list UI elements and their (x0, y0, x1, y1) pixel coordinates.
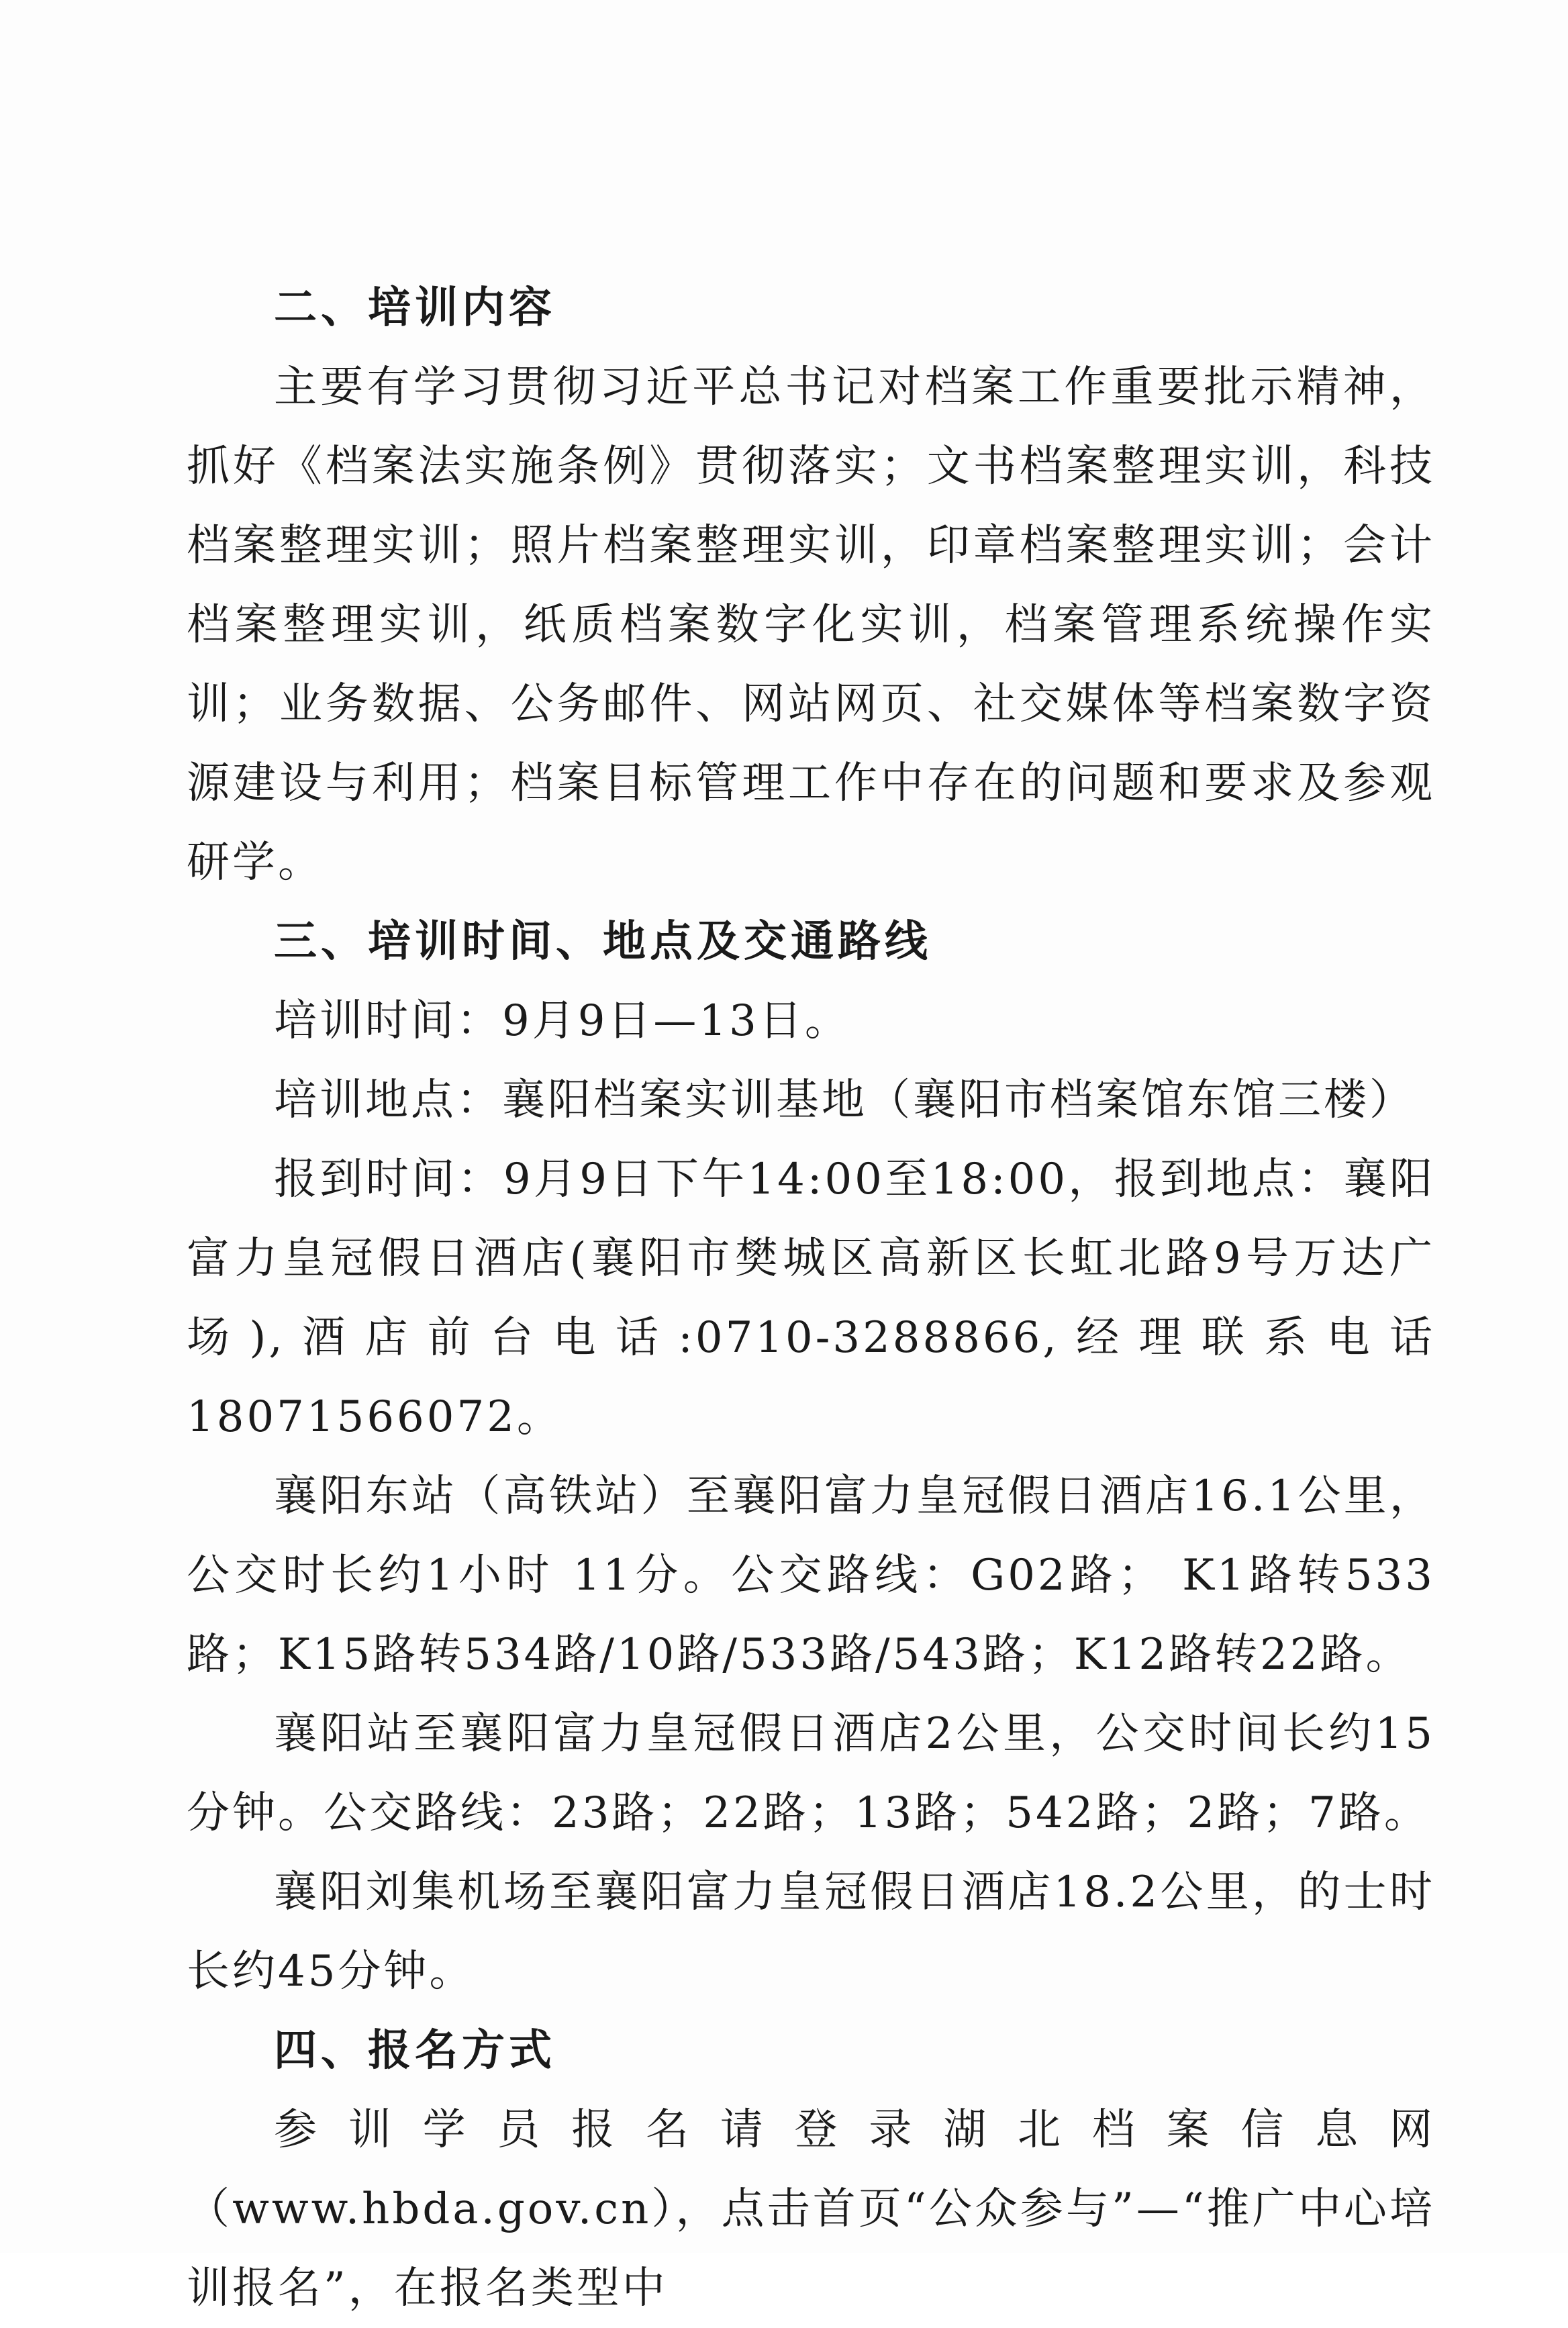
document-body (187, 269, 1435, 2328)
section-heading-training-content: 二、培训内容 (274, 283, 556, 333)
report-info-paragraph: 报到时间：9月9日下午14:00至18:00，报到地点：襄阳富力皇冠假日酒店(襄阳市樊城区高新区长虹北路9号万达广场),酒店前台电话:0710-3288866,经理联系电话 18071566072。 (187, 1155, 1435, 1442)
training-content-paragraph: 主要有学习贯彻习近平总书记对档案工作重要批示精神，抓好《档案法实施条例》贯彻落实；文书档案整理实训，科技档案整理实训；照片档案整理实训，印章档案整理实训；会计档案整理实训，纸质档案数字化实训，档案管理系统操作实训；业务数据、公务邮件、网站网页、社交媒体等档案数字资源建设与利用；档案目标管理工作中存在的问题和要求及参观研学。 (187, 362, 1435, 887)
route-east-station-paragraph: 襄阳东站（高铁站）至襄阳富力皇冠假日酒店16.1公里，公交时长约1小时 11分。公交路线：G02路； K1路转533路；K15路转534路/10路/533路/543路；K12路转22路。 (187, 1471, 1435, 1680)
registration-paragraph: 参训学员报名请登录湖北档案信息网（www.hbda.gov.cn），点击首页“公众参与”—“推广中心培训报名”，在报名类型中 (187, 2105, 1435, 2313)
training-time-text: 培训时间：9月9日—13日。 (274, 996, 850, 1046)
route-station-paragraph: 襄阳站至襄阳富力皇冠假日酒店2公里，公交时间长约15分钟。公交路线：23路；22路；13路；542路；2路；7路。 (187, 1709, 1435, 1838)
training-place-text: 培训地点：襄阳档案实训基地（襄阳市档案馆东馆三楼） (274, 1075, 1415, 1125)
section-heading-time-place: 三、培训时间、地点及交通路线 (274, 917, 932, 967)
section-heading-registration: 四、报名方式 (274, 2026, 556, 2076)
route-airport-paragraph: 襄阳刘集机场至襄阳富力皇冠假日酒店18.2公里，的士时长约45分钟。 (187, 1868, 1435, 1996)
